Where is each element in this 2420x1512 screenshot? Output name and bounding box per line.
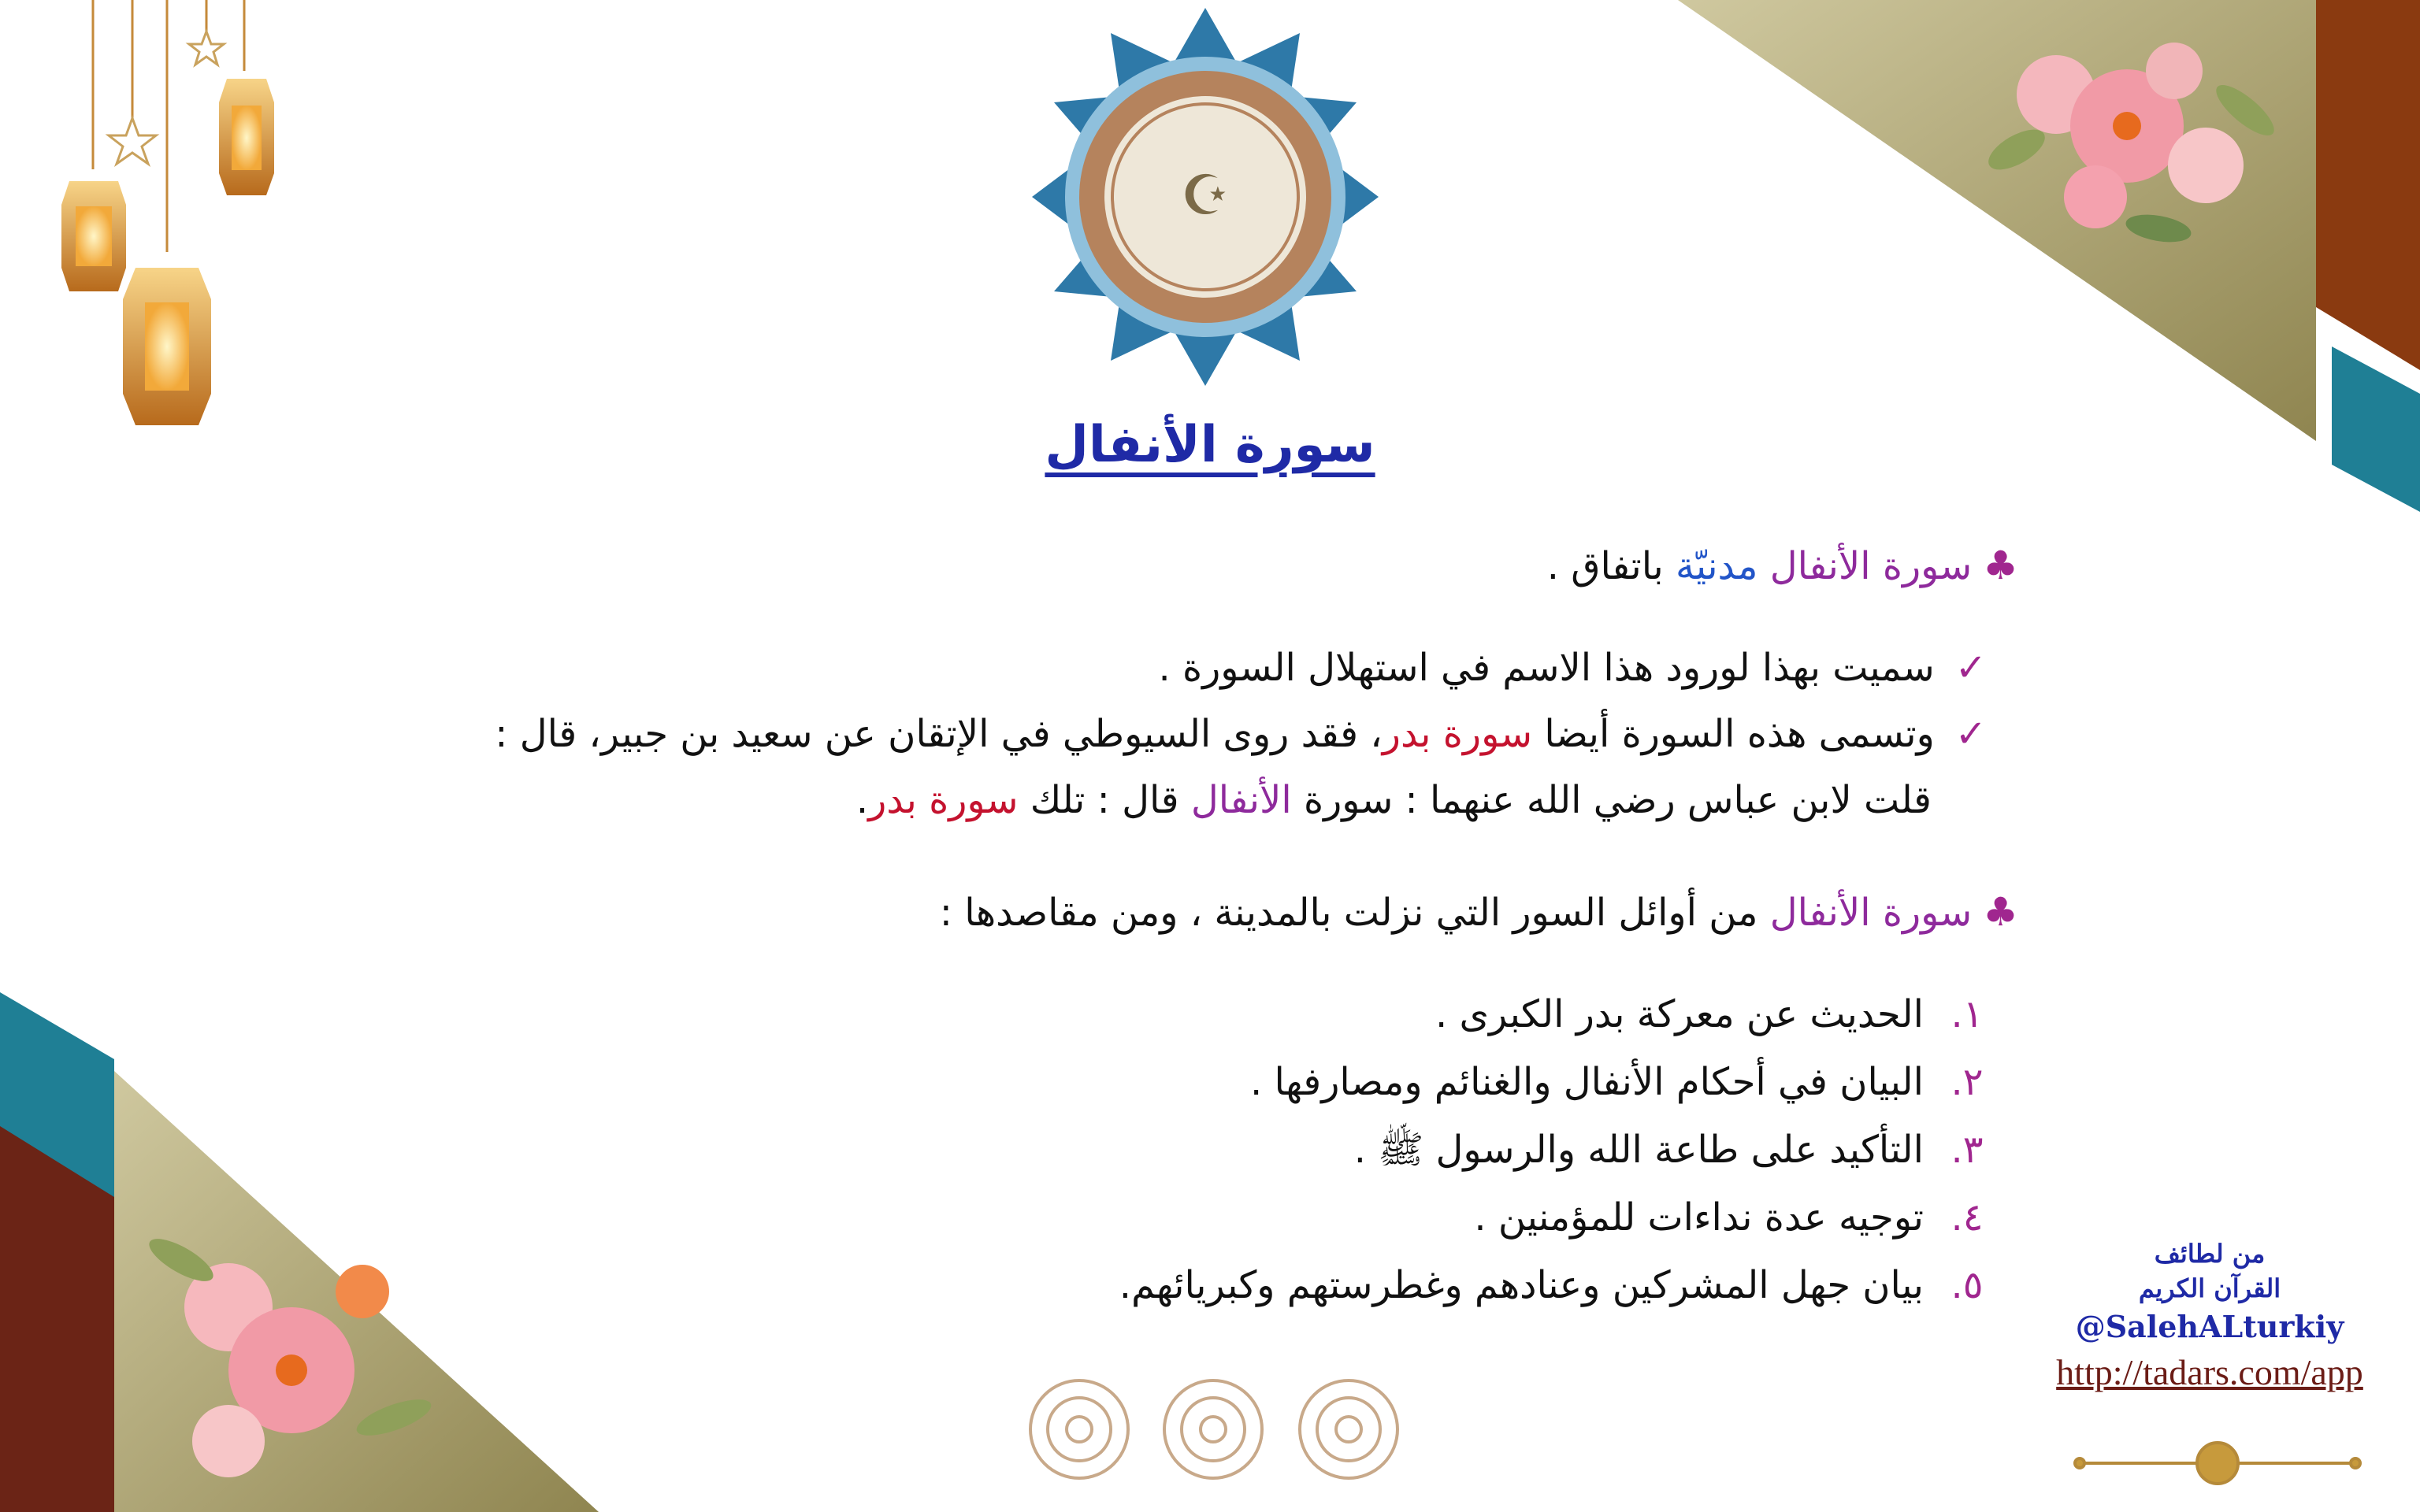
surah-badr-text-2: سورة بدر (868, 778, 1019, 822)
objective-number: ٢. (1950, 1060, 1984, 1104)
lantern-1 (61, 181, 126, 291)
check-icon: ✓ (1954, 712, 1987, 756)
star-2 (189, 32, 224, 65)
agreement-text: باتفاق . (1546, 544, 1664, 588)
credit-line-2: القرآن الكريم (2138, 1273, 2281, 1303)
surah-name: سورة الأنفال (1769, 544, 1973, 588)
svg-text:☪: ☪ (1180, 163, 1230, 228)
corner-brown-top-right (2316, 0, 2420, 370)
ornament-divider (2075, 1443, 2360, 1484)
credit-line-1: من لطائف (2154, 1239, 2266, 1269)
alt-name-text-a: وتسمى هذه السورة أيضا (1544, 712, 1935, 756)
objective-item (1119, 1262, 1987, 1309)
ibn-abbas-text-a: قلت لابن عباس رضي الله عنهما : سورة (1303, 778, 1932, 822)
objective-item (1250, 1058, 1987, 1106)
alt-name-line (495, 710, 1987, 758)
objective-item (1435, 991, 1987, 1038)
objective-number: ٣. (1950, 1128, 1984, 1172)
naming-line (1158, 644, 1987, 691)
star-1 (109, 118, 156, 164)
check-icon: ✓ (1954, 646, 1987, 690)
anfal-text: الأنفال (1190, 778, 1292, 822)
objective-text: توجيه عدة نداءات للمؤمنين . (1474, 1195, 1924, 1240)
quran-emblem (1032, 8, 1379, 386)
content-area (362, 528, 2018, 1331)
alt-name-text-c: ، فقد روى السيوطي في الإتقان عن سعيد بن جبير، قال : (495, 712, 1383, 756)
objective-text: التأكيد على طاعة الله والرسول ﷺ . (1353, 1128, 1924, 1172)
intro-line (1547, 542, 2018, 590)
objective-text: بيان جهل المشركين وعنادهم وغطرستهم وكبريائهم. (1119, 1263, 1924, 1307)
ibn-abbas-text-e: . (856, 778, 869, 822)
twitter-handle: @SalehALturkiy (2075, 1309, 2344, 1344)
objective-text: البيان في أحكام الأنفال والغنائم ومصارفها . (1250, 1060, 1924, 1104)
objective-item (1474, 1194, 1987, 1241)
club-icon: ♣ (1983, 543, 2018, 588)
objective-number: ٥. (1950, 1263, 1984, 1307)
app-link[interactable]: http://tadars.com/app (2056, 1352, 2363, 1392)
madaniyya-text: مدنيّة (1675, 544, 1758, 588)
objectives-intro-text: من أوائل السور التي نزلت بالمدينة ، ومن مقاصدها : (939, 891, 1758, 935)
club-icon: ♣ (1983, 889, 2018, 935)
objective-number: ٤. (1950, 1195, 1984, 1240)
lantern-3 (219, 79, 274, 195)
medallions-bottom (1030, 1380, 1397, 1478)
credit-block (2040, 1236, 2379, 1397)
corner-olive-top-right (1678, 0, 2316, 441)
objectives-intro-line (940, 888, 2018, 936)
ibn-abbas-text-c: قال : تلك (1030, 778, 1179, 822)
corner-teal-right (2332, 346, 2420, 512)
ibn-abbas-line (856, 776, 1932, 824)
objective-number: ١. (1950, 992, 1984, 1036)
objective-text: الحديث عن معركة بدر الكبرى . (1435, 992, 1924, 1036)
surah-name-2: سورة الأنفال (1769, 891, 1973, 935)
surah-badr-text: سورة بدر (1382, 712, 1533, 756)
objective-item (1354, 1126, 1987, 1173)
naming-text: سميت بهذا لورود هذا الاسم في استهلال السورة . (1158, 646, 1935, 690)
page-title: سورة الأنفال (1045, 416, 1375, 474)
lantern-2 (123, 268, 211, 425)
